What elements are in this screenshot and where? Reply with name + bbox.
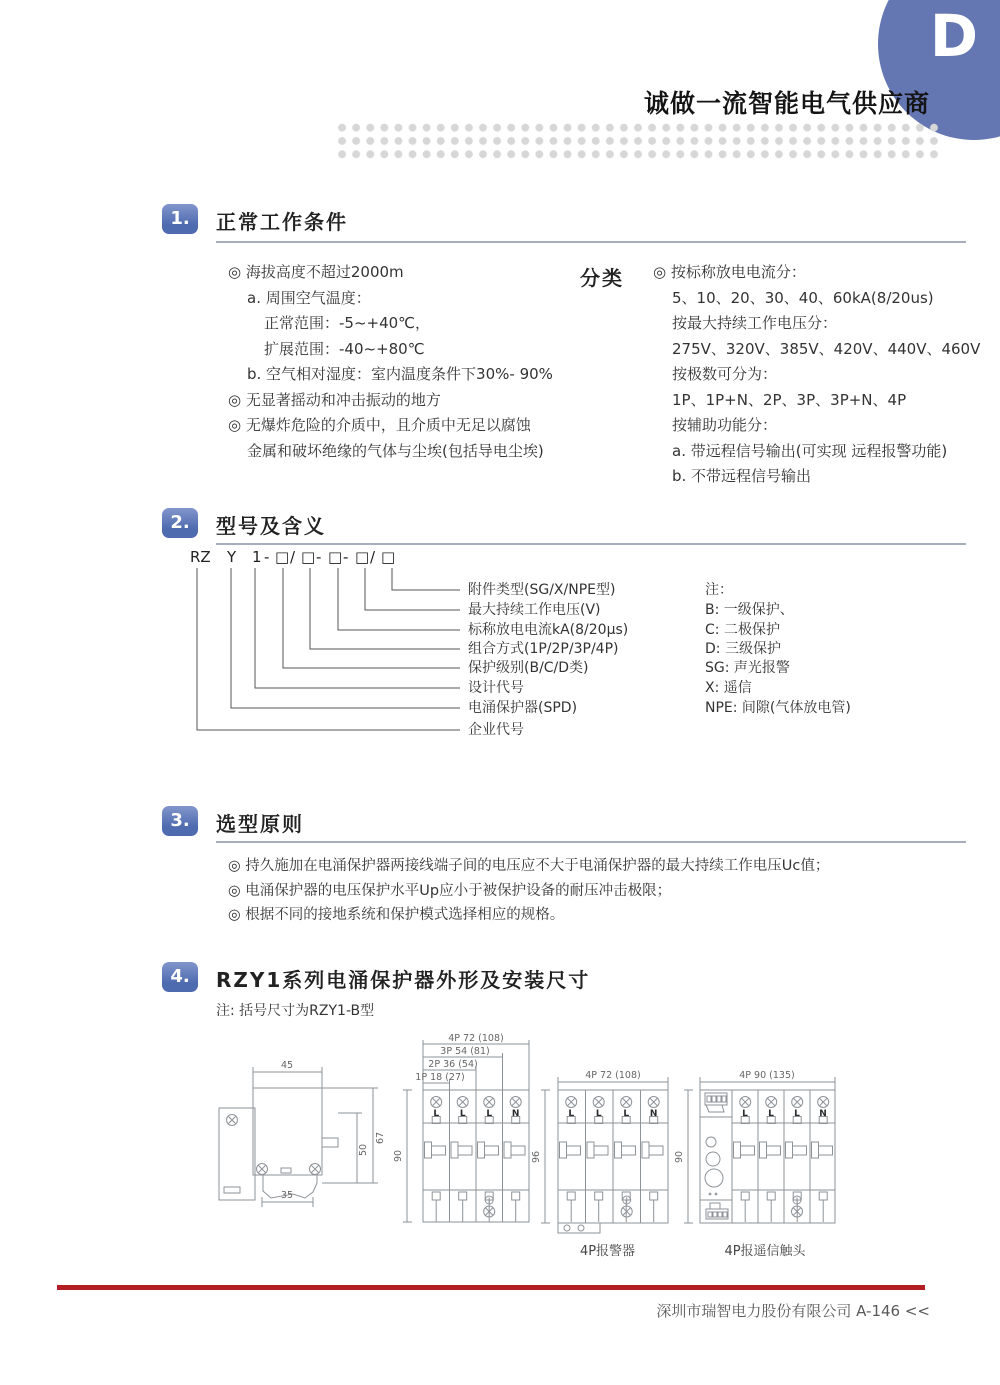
list-item: 扩展范围：-40~+80℃ <box>264 339 425 358</box>
model-part: - <box>316 548 322 566</box>
model-meaning: 附件类型(SG/X/NPE型) <box>468 582 616 598</box>
list-item: 金属和破坏绝缘的气体与尘埃(包括导电尘埃) <box>247 441 544 460</box>
model-part: / <box>290 548 296 566</box>
model-box: □ <box>328 548 343 566</box>
model-part: RZ <box>190 548 211 566</box>
terminal-label: L <box>794 1109 800 1119</box>
dim-label: 1P 18 (27) <box>415 1072 465 1083</box>
model-meaning: 标称放电电流kA(8/20μs) <box>468 622 629 638</box>
model-box: □ <box>301 548 316 566</box>
list-item: ◎ 海拔高度不超过2000m <box>228 263 404 281</box>
terminal-label: L <box>623 1109 630 1119</box>
list-item: ◎ 无显著摇动和冲击振动的地方 <box>228 390 441 409</box>
terminal-label: L <box>768 1109 774 1119</box>
list-item: b. 空气相对湿度：室内温度条件下30%- 90% <box>247 365 553 383</box>
model-note: C: 二极保护 <box>705 622 780 638</box>
list-item: 5、10、20、30、40、60kA(8/20us) <box>672 288 934 307</box>
list-item: 正常范围：-5~+40℃， <box>264 314 431 332</box>
model-part: - <box>264 548 270 566</box>
list-item: ◎ 持久施加在电涌保护器两接线端子间的电压应不大于电涌保护器的最大持续工作电压Uc值； <box>228 858 830 874</box>
list-item: 按极数可分为： <box>672 365 778 383</box>
list-item: a. 带远程信号输出(可实现 远程报警功能) <box>672 441 948 460</box>
corner-tab-letter: D <box>929 2 979 70</box>
model-meaning: 保护级别(B/C/D类) <box>468 660 589 676</box>
model-note: SG: 声光报警 <box>705 660 790 676</box>
selection-principles-list <box>228 854 829 928</box>
dimension-note: 注: 括号尺寸为RZY1-B型 <box>216 1003 375 1019</box>
section-3-badge: 3. <box>162 806 198 836</box>
model-meaning: 组合方式(1P/2P/3P/4P) <box>468 641 619 657</box>
footer-company-page: 深圳市瑞智电力股份有限公司 A-146 << <box>656 1302 930 1320</box>
section-divider <box>216 543 966 545</box>
section-3-title: 选型原则 <box>216 812 304 836</box>
terminal-label: L <box>486 1109 493 1119</box>
terminal-label: L <box>568 1109 575 1119</box>
dim-label: 45 <box>280 1060 294 1071</box>
list-item: 按最大持续工作电压分： <box>672 314 838 332</box>
model-note: 注： <box>705 582 733 598</box>
terminal-label: L <box>742 1109 748 1119</box>
list-item: 按辅助功能分： <box>672 416 778 434</box>
list-item: ◎ 根据不同的接地系统和保护模式选择相应的规格。 <box>228 907 565 923</box>
model-note: D: 三级保护 <box>705 641 781 657</box>
model-part: Y <box>227 548 237 566</box>
terminal-label: N <box>819 1109 827 1119</box>
model-note: B: 一级保护、 <box>705 602 794 618</box>
dim-label: 2P 36 (54) <box>428 1059 478 1070</box>
list-item: ◎ 电涌保护器的电压保护水平Up应小于被保护设备的耐压冲击极限； <box>228 882 672 899</box>
dots-decoration <box>335 121 941 161</box>
model-meaning: 企业代号 <box>468 722 524 738</box>
terminal-label: L <box>433 1109 440 1119</box>
list-item: ◎ 无爆炸危险的介质中，且介质中无足以腐蚀 <box>228 416 531 434</box>
model-meaning: 电涌保护器(SPD) <box>468 700 578 716</box>
section-4-title: RZY1系列电涌保护器外形及安装尺寸 <box>216 968 591 992</box>
model-box: □ <box>275 548 290 566</box>
model-box: □ <box>355 548 370 566</box>
dim-label: 35 <box>280 1190 294 1201</box>
section-4-badge: 4. <box>162 962 198 992</box>
footer-red-bar <box>57 1285 925 1290</box>
dim-label: 50 <box>358 1143 369 1157</box>
dim-label: 90 <box>674 1150 685 1164</box>
front-view-4p-drawing <box>395 1032 540 1232</box>
terminal-label: L <box>595 1109 602 1119</box>
section-1-badge: 1. <box>162 204 198 234</box>
model-meaning: 设计代号 <box>468 680 524 696</box>
section-2-badge: 2. <box>162 508 198 538</box>
terminal-label: N <box>649 1109 658 1119</box>
list-item: ◎ 按标称放电电流分： <box>653 263 806 281</box>
dim-label: 4P 72 (108) <box>448 1033 504 1044</box>
model-note: X: 遥信 <box>705 680 752 696</box>
list-item: b. 不带远程信号输出 <box>672 467 812 485</box>
model-meaning: 最大持续工作电压(V) <box>468 602 601 618</box>
terminal-label: N <box>511 1109 520 1119</box>
model-part: 1 <box>252 548 262 566</box>
working-conditions-list <box>228 260 553 464</box>
list-item: a. 周围空气温度： <box>247 288 371 307</box>
dim-label: 96 <box>531 1150 542 1164</box>
remote-contact-4p-drawing <box>674 1060 850 1240</box>
dim-label: 3P 54 (81) <box>440 1046 490 1057</box>
classification-list <box>653 260 980 490</box>
section-1-title: 正常工作条件 <box>216 210 348 234</box>
model-part: - <box>343 548 349 566</box>
section-divider <box>216 841 966 843</box>
drawing-caption: 4P报警器 <box>579 1244 636 1259</box>
list-item: 275V、320V、385V、420V、440V、460V <box>672 339 981 358</box>
model-part: / <box>370 548 376 566</box>
list-item: 1P、1P+N、2P、3P、3P+N、4P <box>672 390 907 409</box>
page-title: 诚做一流智能电气供应商 <box>643 89 930 118</box>
terminal-label: L <box>459 1109 466 1119</box>
dim-label: 4P 72 (108) <box>585 1070 641 1081</box>
section-divider <box>216 241 966 243</box>
side-view-drawing <box>205 1050 390 1215</box>
dim-label: 90 <box>393 1149 404 1163</box>
model-box: □ <box>381 548 396 566</box>
alarm-4p-drawing <box>531 1060 680 1240</box>
drawing-caption: 4P报遥信触头 <box>724 1244 806 1259</box>
dim-label: 4P 90 (135) <box>739 1070 795 1081</box>
model-note: NPE: 间隙(气体放电管) <box>705 700 851 716</box>
section-2-title: 型号及含义 <box>216 514 326 538</box>
dim-label: 67 <box>375 1131 386 1145</box>
classification-label: 分类 <box>580 266 624 290</box>
model-designation-diagram <box>185 548 995 768</box>
